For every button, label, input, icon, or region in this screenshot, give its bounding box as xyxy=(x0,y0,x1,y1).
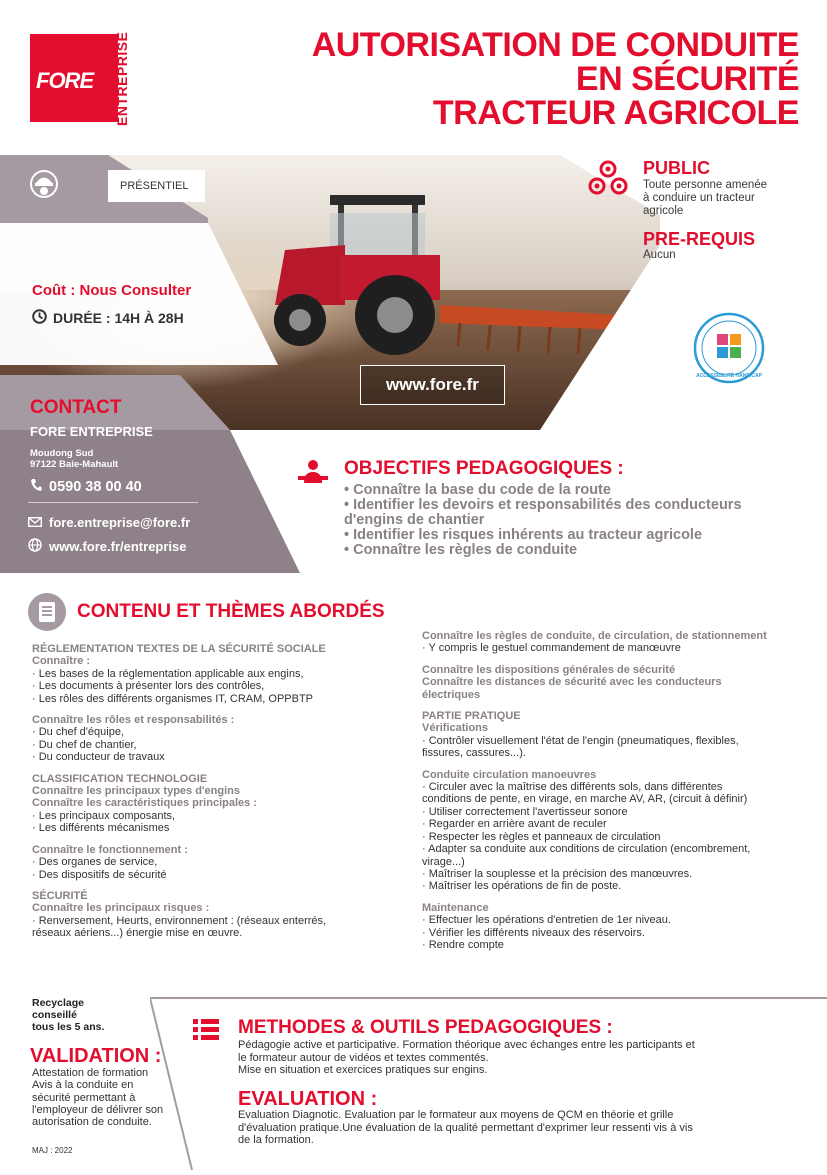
contenu-heading: CONTENU ET THÈMES ABORDÉS xyxy=(77,601,385,622)
recyclage-line: Recyclage xyxy=(32,997,84,1009)
duration-text: DURÉE : 14H À 28H xyxy=(53,310,184,326)
content-gap xyxy=(422,760,822,769)
logo-vertical-text: ENTREPRISE xyxy=(114,31,130,126)
content-heading: Connaître les principaux types d'engins xyxy=(32,785,240,798)
content-line: · Respecter les règles et panneaux de circulation xyxy=(422,830,661,843)
content-heading: Connaître les caractéristiques principales : xyxy=(32,797,257,810)
methodes-line: Mise en situation et exercices pratiques sur engins. xyxy=(238,1064,488,1076)
content-heading: Connaître les dispositions générales de sécurité xyxy=(422,663,676,676)
cost-text: Coût : Nous Consulter xyxy=(32,282,192,299)
content-line: · Du conducteur de travaux xyxy=(32,751,165,764)
duration-row xyxy=(32,309,184,327)
content-line: conditions de pente, en virage, en marche AV, AR, (circuit à définir) xyxy=(422,793,748,806)
contact-divider xyxy=(28,502,198,503)
evaluation-line: Evaluation Diagnotic. Evaluation par le formateur aux moyens de QCM en théorie et grille xyxy=(238,1109,674,1121)
content-line: · Les documents à présenter lors des contrôles, xyxy=(32,680,265,693)
public-icon xyxy=(588,158,628,203)
recyclage-line: conseillé xyxy=(32,1009,77,1021)
validation-text xyxy=(32,1067,163,1128)
content-heading: Vérifications xyxy=(422,722,489,735)
content-heading: Connaître les règles de conduite, de circulation, de stationnement xyxy=(422,630,767,642)
objectifs-heading: OBJECTIFS PEDAGOGIQUES : xyxy=(344,458,624,479)
content-heading: Conduite circulation manoeuvres xyxy=(422,768,597,781)
title-line-1: AUTORISATION DE CONDUITE xyxy=(311,26,799,64)
contact-phone-row[interactable] xyxy=(30,478,142,496)
content-line: · Les principaux composants, xyxy=(32,809,176,822)
content-line: · Effectuer les opérations d'entretien de 1er niveau. xyxy=(422,914,671,927)
mail-icon xyxy=(28,515,42,530)
public-line-3: agricole xyxy=(643,205,684,217)
content-line: virage...) xyxy=(422,855,465,868)
objectif-item: • Identifier les devoirs et responsabilités des conducteurs xyxy=(344,497,742,513)
content-line: · Du chef de chantier, xyxy=(32,738,137,751)
clock-icon xyxy=(32,309,47,327)
public-line-2: à conduire un tracteur xyxy=(643,192,755,204)
content-line: · Maîtriser les opérations de fin de poste. xyxy=(422,880,622,893)
content-line: · Utiliser correctement l'avertisseur sonore xyxy=(422,805,628,818)
content-line: · Les bases de la réglementation applicable aux engins, xyxy=(32,667,304,680)
evaluation-text xyxy=(238,1109,693,1147)
content-line: · Y compris le gestuel commandement de manœuvre xyxy=(422,642,681,655)
helmet-icon xyxy=(30,167,58,201)
title-line-2: EN SÉCURITÉ xyxy=(575,60,799,98)
validation-line: Attestation de formation xyxy=(32,1067,149,1079)
contact-address xyxy=(30,448,118,470)
logo-text: FORE xyxy=(36,68,94,93)
content-heading: Connaître : xyxy=(32,655,91,668)
content-line: · Contrôler visuellement l'état de l'engin (pneumatiques, flexibles, xyxy=(422,734,739,747)
methodes-line: Pédagogie active et participative. Formation théorique avec échanges entre les participants et xyxy=(238,1039,695,1051)
contenu-right-column xyxy=(422,630,822,951)
content-line: · Rendre compte xyxy=(422,938,504,951)
prereq-heading: PRE-REQUIS xyxy=(643,229,756,249)
content-heading: électriques xyxy=(422,688,481,701)
contenu-icon xyxy=(27,592,67,637)
globe-icon xyxy=(28,538,42,555)
content-line: · Du chef d'équipe, xyxy=(32,726,124,739)
title-line-3: TRACTEUR AGRICOLE xyxy=(432,94,799,132)
page-title xyxy=(312,28,799,130)
evaluation-line: d'évaluation pratique.Une évaluation de la qualité permettant d'exprimer leur ressenti vis à vis xyxy=(238,1121,693,1134)
contenu-left-column xyxy=(32,643,402,940)
validation-line: l'employeur de délivrer son xyxy=(32,1103,164,1116)
evaluation-line: de la formation. xyxy=(238,1134,314,1146)
content-line: réseaux aériens...) énergie mise en œuvre. xyxy=(32,927,243,940)
contact-org: FORE ENTREPRISE xyxy=(30,424,153,439)
content-line: · Circuler avec la maîtrise des différents sols, dans différentes xyxy=(422,781,723,794)
methodes-line: le formateur autour de vidéos et textes commentés. xyxy=(238,1051,489,1064)
content-line: · Maîtriser la souplesse et la précision des manœuvres. xyxy=(422,867,693,880)
content-heading: Connaître les principaux risques : xyxy=(32,902,210,915)
content-heading: Connaître les rôles et responsabilités : xyxy=(32,714,235,727)
content-heading: RÉGLEMENTATION TEXTES DE LA SÉCURITÉ SOCIALE xyxy=(32,643,326,655)
fore-logo xyxy=(30,34,118,122)
content-line: · Les différents mécanismes xyxy=(32,822,170,835)
public-line-1: Toute personne amenée xyxy=(643,179,768,191)
validation-line: sécurité permettant à xyxy=(32,1091,136,1104)
contact-web: www.fore.fr/entreprise xyxy=(49,539,187,554)
objectifs-list xyxy=(344,483,742,558)
contact-phone: 0590 38 00 40 xyxy=(49,479,142,495)
objectif-item: • Connaître les règles de conduite xyxy=(344,542,578,558)
content-gap xyxy=(32,881,402,890)
methodes-heading: METHODES & OUTILS PEDAGOGIQUES : xyxy=(238,1017,613,1038)
objectifs-icon xyxy=(298,458,328,489)
content-line: · Vérifier les différents niveaux des réservoirs. xyxy=(422,926,645,939)
objectif-item: d'engins de chantier xyxy=(344,512,485,528)
content-gap xyxy=(32,705,402,714)
methodes-text xyxy=(238,1039,695,1077)
content-heading: PARTIE PRATIQUE xyxy=(422,710,521,723)
contact-web-row[interactable] xyxy=(28,538,187,555)
contact-heading: CONTACT xyxy=(30,397,122,418)
accessibility-badge xyxy=(693,312,765,384)
logo-vertical-label xyxy=(114,31,138,126)
objectif-item: • Identifier les risques inhérents au tracteur agricole xyxy=(344,527,703,543)
accessibility-ring-text: ACCESSIBILITÉ HANDICAP xyxy=(696,373,762,379)
content-heading: SÉCURITÉ xyxy=(32,889,88,902)
content-line: · Renversement, Heurts, environnement : (réseaux enterrés, xyxy=(32,914,327,927)
content-line: · Regarder en arrière avant de reculer xyxy=(422,818,607,831)
public-text xyxy=(643,179,767,218)
contact-email: fore.entreprise@fore.fr xyxy=(49,515,191,530)
address-line-1: Moudong Sud xyxy=(30,448,94,459)
content-line: fissures, cassures...). xyxy=(422,747,526,760)
content-gap xyxy=(32,835,402,844)
recyclage-note xyxy=(32,997,104,1033)
website-badge[interactable]: www.fore.fr xyxy=(360,365,505,405)
objectif-item: • Connaître la base du code de la route xyxy=(344,482,611,498)
validation-heading: VALIDATION : xyxy=(30,1045,162,1067)
content-line: · Adapter sa conduite aux conditions de circulation (encombrement, xyxy=(422,843,751,856)
phone-icon xyxy=(30,478,42,496)
content-line: · Des organes de service, xyxy=(32,856,158,869)
validation-line: autorisation de conduite. xyxy=(32,1116,152,1129)
content-heading: CLASSIFICATION TECHNOLOGIE xyxy=(32,772,208,785)
content-line: · Des dispositifs de sécurité xyxy=(32,868,167,881)
content-line: · Les rôles des différents organismes IT, CRAM, OPPBTP xyxy=(32,692,314,705)
recyclage-line: tous les 5 ans. xyxy=(32,1021,105,1033)
mode-badge: PRÉSENTIEL xyxy=(108,170,205,202)
content-heading: Maintenance xyxy=(422,901,489,914)
prereq-text: Aucun xyxy=(643,249,676,261)
public-heading: PUBLIC xyxy=(643,158,710,178)
content-heading: Connaître les distances de sécurité avec les conducteurs xyxy=(422,676,722,689)
contact-email-row[interactable] xyxy=(28,515,190,530)
content-gap xyxy=(422,655,822,664)
validation-line: Avis à la conduite en xyxy=(32,1079,134,1092)
address-line-2: 97122 Baie-Mahault xyxy=(30,459,119,470)
content-gap xyxy=(422,893,822,902)
evaluation-heading: EVALUATION : xyxy=(238,1088,378,1110)
content-gap xyxy=(32,764,402,773)
content-heading: Connaître le fonctionnement : xyxy=(32,843,188,856)
content-gap xyxy=(422,701,822,710)
list-icon xyxy=(193,1019,219,1046)
maj-date: MAJ : 2022 xyxy=(32,1146,73,1155)
